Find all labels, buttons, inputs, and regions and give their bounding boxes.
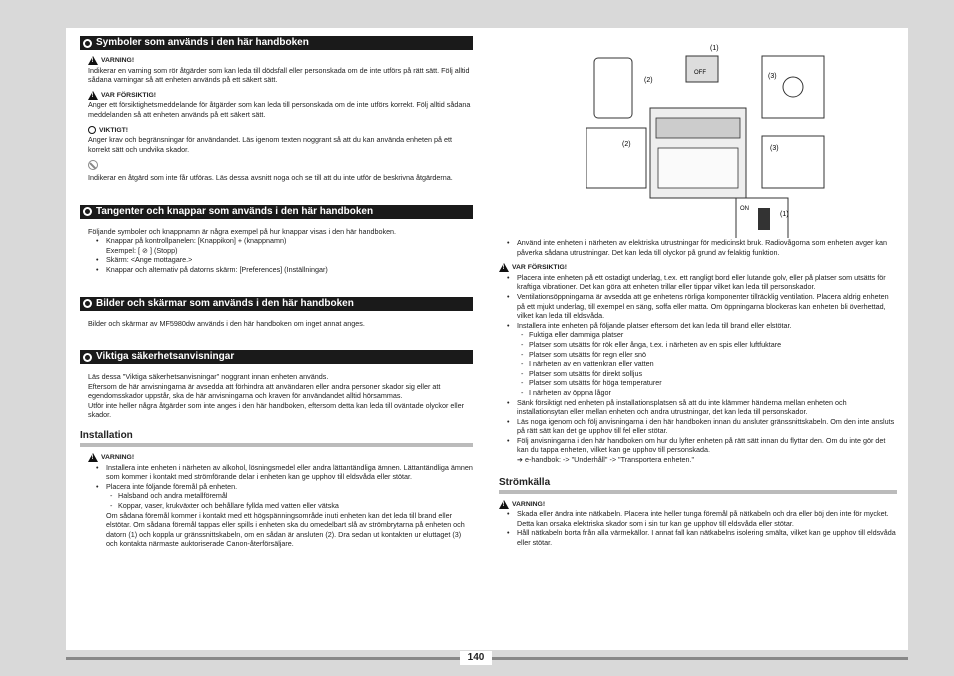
list-item: • Sänk försiktigt ned enheten på installationsplatsen så att du inte klämmer händerna mellan enheten och installationsytan eller mellan enheten och andra utrustningar, det kan leda till personskador. — [499, 398, 897, 417]
device-illustration — [586, 38, 886, 238]
left-column — [80, 36, 473, 549]
section-header-images: Bilder och skärmar som används i den här handboken — [80, 297, 473, 311]
callout-label: (2) — [644, 77, 653, 84]
list-item: • Installera inte enheten i närheten av alkohol, lösningsmedel eller andra lättantändliga ämnen. Lättantändliga ämnen som kommer i kontakt med strömförande delar i enheten kan ge upphov till eldsvåda eller stötar. — [88, 463, 473, 482]
list-item: - Platser som utsätts för rök eller ånga, t.ex. i närheten av en spis eller luftfuktare — [499, 340, 897, 350]
safety-line: Utför inte heller några åtgärder som inte anges i den här handboken, eftersom detta kan leda till oväntade olyckor eller skador. — [88, 400, 464, 420]
ehandbook-link[interactable]: ➔ e-handbok: -> "Underhåll" -> "Transportera enheten." — [517, 455, 694, 465]
installation-heading: Installation — [80, 430, 473, 447]
section-header-symbols: Symboler som används i den här handboken — [80, 36, 473, 50]
callout-label: (3) — [770, 145, 779, 152]
caution-text: Anger ett försiktighetsmeddelande för åtgärder som kan leda till personskada om de inte utförs korrekt. Följ alltid sådana meddelanden så att enheten används på ett säkert sätt. — [88, 100, 471, 119]
list-item: • Följ anvisningarna i den här handboken om hur du lyfter enheten på rätt sätt innan du flyttar den. Om du inte gör det kan du tappa enheten, vilket kan ge upphov till personskada. — [499, 436, 897, 455]
section-header-keys: Tangenter och knappar som används i den här handboken — [80, 205, 473, 219]
section-header-safety: Viktiga säkerhetsanvisningar — [80, 350, 473, 364]
images-text: Bilder och skärmar av MF5980dw används i den här handboken om inget annat anges. — [88, 318, 365, 328]
off-label: OFF — [694, 70, 706, 76]
safety-line: Läs dessa "Viktiga säkerhetsanvisningar" noggrant innan enheten används. — [88, 372, 329, 382]
warning-label: ! VARNING! — [88, 56, 473, 66]
list-item: • Läs noga igenom och följ anvisningarna i den här handboken innan du ansluter gränssnittskabeln. Om den inte ansluts på rätt sätt kan det ge upphov till fel eller stötar. — [499, 417, 897, 436]
list-item: - Platser som utsätts för direkt solljus — [499, 369, 897, 379]
section-bullet-icon — [83, 353, 92, 362]
on-label: ON — [740, 206, 749, 212]
important-label: VIKTIGT! — [88, 126, 473, 136]
warning-triangle-icon — [499, 500, 509, 509]
callout-label: (3) — [768, 73, 777, 80]
warning-triangle-icon — [88, 56, 98, 65]
caution-triangle-icon — [88, 91, 98, 100]
callout-label: (2) — [622, 141, 631, 148]
list-item: • Använd inte enheten i närheten av elektriska utrustningar för medicinskt bruk. Radiovågorna som enheten avger kan påverka sådana utrustningar. Det kan leda till olyckor på grund av felaktig funktion. — [499, 238, 897, 257]
list-item: • Håll nätkabeln borta från alla värmekällor. I annat fall kan nätkabelns isolering smälta, vilket kan ge upphov till eldsvåda eller stötar. — [499, 528, 897, 547]
list-item: - Platser som utsätts för höga temperaturer — [499, 378, 897, 388]
keys-intro: Följande symboler och knappnamn är några exempel på hur knappar visas i den här handboken. — [88, 226, 397, 236]
warning-text: Indikerar en varning som rör åtgärder som kan leda till dödsfall eller personskada om de inte utförs på rätt sätt. Följ alltid sådana varningar så att enheten används på ett säkert sätt. — [88, 65, 470, 85]
list-item: • Skärm: <Ange mottagare.> — [88, 255, 473, 265]
warning-label: ! VARNING! — [499, 500, 897, 510]
callout-label: (1) — [710, 45, 719, 52]
prohibited-text: Indikerar en åtgärd som inte får utföras. Läs dessa avsnitt noga och se till att du inte utför de beskrivna åtgärderna. — [88, 172, 453, 182]
prohibited-icon — [88, 160, 98, 170]
list-item: • Ventilationsöppningarna är avsedda att ge enhetens rörliga komponenter tillräcklig ventilation. Placera aldrig enheten på ett mjukt underlag, till exempel en säng, soffa eller matta. Om öppningarna blockeras kan enheten bli överhettad, vilket kan leda till eldsvåda. — [499, 292, 897, 321]
list-item: - Platser som utsätts för regn eller snö — [499, 350, 897, 360]
list-item: - Fuktiga eller dammiga platser — [499, 330, 897, 340]
warning-label: ! VARNING! — [88, 453, 473, 463]
caution-triangle-icon — [499, 263, 509, 272]
section-bullet-icon — [83, 207, 92, 216]
section-bullet-icon — [83, 299, 92, 308]
list-item: - I närheten av öppna lågor — [499, 388, 897, 398]
list-item: • Placera inte följande föremål på enheten. — [88, 482, 473, 492]
page-number: 140 — [460, 651, 492, 665]
list-item: • Skada eller ändra inte nätkabeln. Placera inte heller tunga föremål på nätkabeln och dra eller böj den inte för mycket. Detta kan orsaka elektriska skador som i sin tur kan ge upphov till eldsvåda eller stötar. — [499, 509, 897, 528]
caution-label: ! VAR FÖRSIKTIG! — [499, 263, 897, 273]
safety-line: Eftersom de här anvisningarna är avsedda att förhindra att användaren eller andra personer skador sig eller att egendomsskador uppstår, ska de här anvisningarna och kraven för användandet alltid hörsammas. — [88, 381, 441, 401]
list-item: - Koppar, vaser, krukväxter och behållare fyllda med vatten eller vätska — [88, 501, 473, 511]
list-item: • Placera inte enheten på ett ostadigt underlag, t.ex. ett rangligt bord eller lutande golv, eller på platser som utsätts för kraftiga vibrationer. Det kan göra att enheten trillar eller tippar vilket kan leda till personskador. — [499, 273, 897, 292]
important-text: Anger krav och begränsningar för användandet. Läs igenom texten noggrant så att du kan använda enheten på ett korrekt sätt och undvika skador. — [88, 135, 453, 154]
list-item: • Knappar och alternativ på datorns skärm: [Preferences] (Inställningar) — [88, 265, 473, 275]
warning-triangle-icon — [88, 453, 98, 462]
manual-page — [66, 28, 908, 650]
list-item: - I närheten av en vattenkran eller vatten — [499, 359, 897, 369]
list-item: • Installera inte enheten på följande platser eftersom det kan leda till brand eller elstötar. — [499, 321, 897, 331]
caution-label: ! VAR FÖRSIKTIG! — [88, 91, 473, 101]
callout-label: (1) — [780, 211, 789, 218]
installation-note: Om sådana föremål kommer i kontakt med ett högspänningsområde inuti enheten kan det leda till brand eller elstötar. Om sådana föremål tappas eller spills i enheten ska du omedelbart slå av strömbrytarna på enheten och datorn (1) och koppla ur gränssnittskabeln, om en sådan är ansluten (2). Dra sedan ut kontakten ur eluttaget (3) och kontakta närmaste auktoriserade Canon-återförsäljare. — [106, 510, 465, 549]
list-item: - Halsband och andra metallföremål — [88, 491, 473, 501]
section-bullet-icon — [83, 39, 92, 48]
important-icon — [88, 126, 96, 134]
list-item: • Knappar på kontrollpanelen: [Knappikon] + (knappnamn) Exempel: [ ⊘ ] (Stopp) — [88, 236, 473, 255]
power-heading: Strömkälla — [499, 477, 897, 494]
right-column — [499, 238, 897, 548]
